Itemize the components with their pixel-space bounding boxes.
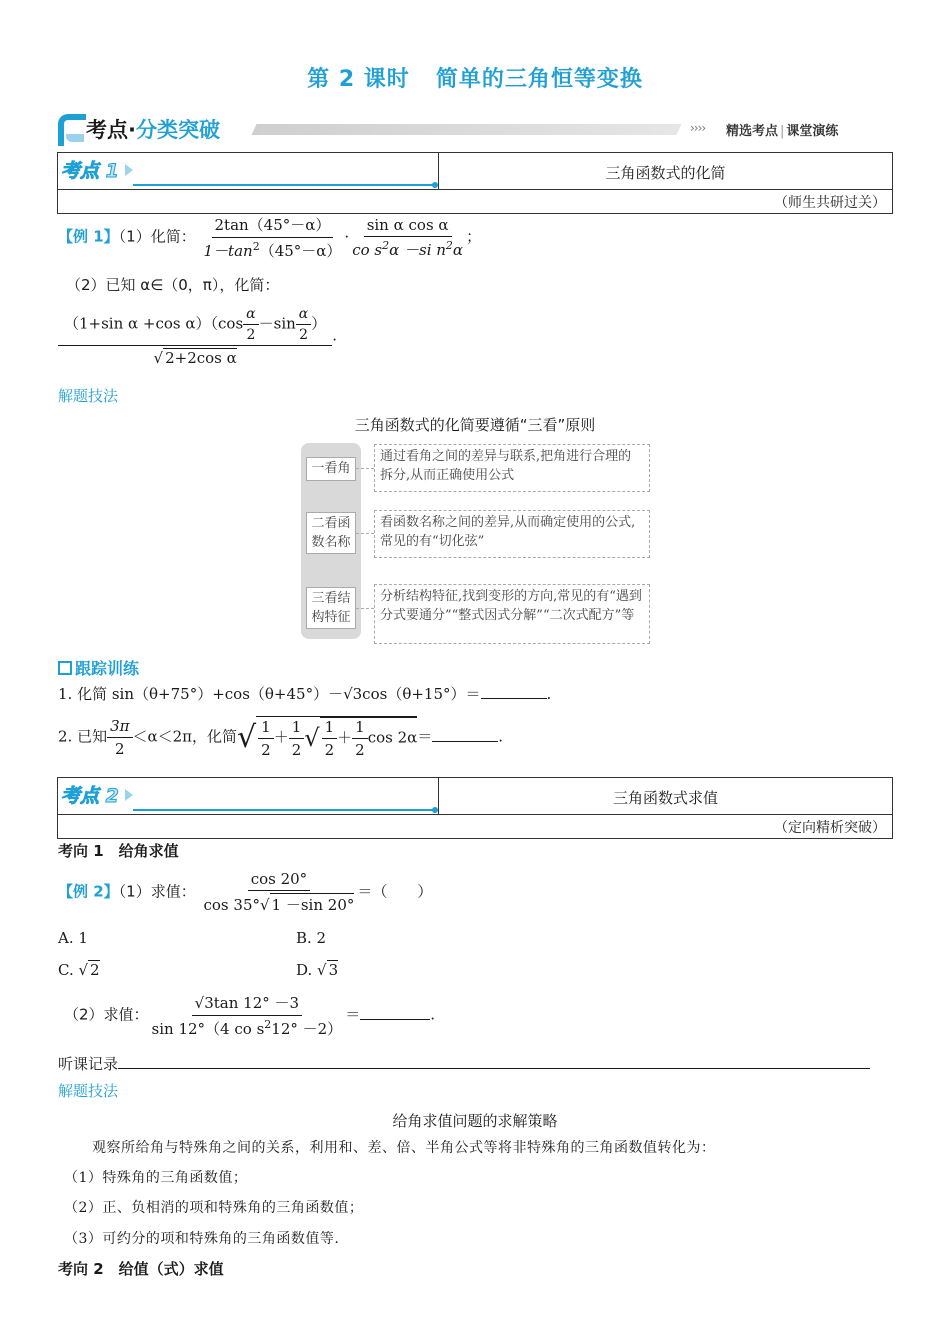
sqrt-icon: √ (78, 961, 89, 979)
banner-title: 考点·分类突破 (86, 118, 220, 142)
kaodian-2-subbar (57, 815, 893, 839)
ex2-fraction-2-denominator: sin 12°（4 co $s^212^\circ -2$） (151, 1018, 343, 1038)
answer-blank-2[interactable] (432, 741, 498, 742)
example-1-part-2: （2）已知 α∈（0，π），化简： (66, 276, 280, 294)
notes-line[interactable] (118, 1068, 870, 1069)
fraction-2-denominator: co $s^2\alpha -si$ $n^2\alpha$ (352, 238, 464, 259)
diagram-node-2-desc: 看函数名称之间的差异,从而确定使用的公式,常见的有“切化弦” (374, 510, 650, 558)
jieti-jifa-1: 解题技法 (58, 387, 119, 405)
diagram-node-2-label: 二看函数名称 (306, 512, 356, 554)
diagram-node-1-label: 一看角 (306, 457, 356, 481)
option-c[interactable]: C. √ 2 (58, 961, 100, 979)
kaodian-1-underline (133, 184, 435, 186)
jieti-jifa-2: 解题技法 (58, 1082, 119, 1100)
option-d[interactable]: D. √ 3 (296, 961, 339, 979)
example-1-fraction-1 (201, 214, 345, 261)
title-part2: 简单的三角恒等变换 (435, 67, 643, 92)
kaoxiang-2: 考向 2 给值（式）求值 (58, 1260, 224, 1278)
banner-arrows-icon: ›››› (690, 121, 706, 135)
kaodian-1-label: 考点 1 (61, 160, 119, 182)
inner-radicand: $\frac{1}{2}$ ＋ $\frac{1}{2}$ cos 2α (320, 717, 418, 759)
outer-radicand: $\frac{1}{2}$ ＋ $\frac{1}{2}$ √ $\frac{1}{2}$ ＋ $\frac{1}{2}$ cos 2α (256, 716, 417, 759)
option-b[interactable]: B. 2 (296, 929, 327, 947)
fraction-3-denominator: √ 2+2cos α (153, 349, 237, 367)
diagram-connector-3 (356, 608, 374, 609)
title-part1: 第 2 课时 (307, 67, 410, 92)
kaodian-1-subbar (57, 190, 893, 214)
fraction-1-numerator: 2tan（45°－α） (212, 214, 334, 238)
banner-tag: 精选考点 | 课堂演练 (726, 124, 839, 139)
fraction-3 (58, 306, 332, 367)
kaodian-1-sub: （师生共研过关） (774, 195, 886, 211)
kaodian-1-title: 三角函数式的化简 (605, 164, 726, 182)
example-2-part-2: （2）求值： $\frac{√3\tan 12^\circ -3}{\sin 12^\circ(4 co s^212^\circ -2)}$ ＝ . (64, 994, 435, 1038)
sqrt-icon: √ (317, 961, 327, 979)
page-title (0, 62, 950, 93)
example-2-fraction-2 (149, 992, 346, 1039)
example-2-prefix: （1）求值： (118, 882, 196, 901)
example-1-fraction-3 (58, 306, 337, 367)
example-1-part-1 (58, 214, 481, 261)
kaodian-2-title: 三角函数式求值 (612, 789, 718, 807)
kaodian-2-underline (133, 809, 435, 811)
checkbox-icon (58, 661, 72, 675)
sqrt-icon: √ (194, 994, 205, 1012)
multiply-dot: · (344, 227, 350, 246)
strategy-item-1: （1）特殊角的三角函数值； (64, 1170, 248, 1186)
sqrt-icon: √ (259, 896, 270, 914)
section-banner (58, 112, 893, 148)
diagram-node-3-desc: 分析结构特征,找到变形的方向,常见的有“遇到分式要通分”“整式因式分解”“二次式配方”等 (374, 584, 650, 644)
diagram-connector-1 (356, 468, 374, 469)
example-2-label: 【例 2】 (58, 882, 119, 901)
kaodian-2-arrow-icon (125, 789, 133, 801)
fraction-2-numerator: sin α cos α (364, 216, 452, 237)
kaodian-1-header (57, 152, 893, 190)
ex2-fraction-2-numerator: √3tan 12° －3 (192, 992, 302, 1016)
example-1-label: 【例 1】 (58, 227, 119, 246)
kaodian-2-sub: （定向精析突破） (774, 820, 886, 836)
ex2-fraction-denominator: cos 35°√ 1 －sin 20° (201, 891, 358, 915)
outer-sqrt-icon: √ (237, 720, 257, 755)
tingke-jilu: 听课记录 (58, 1053, 870, 1074)
option-a[interactable]: A. 1 (58, 929, 88, 947)
period: . (332, 326, 338, 345)
inner-sqrt-icon: √ (304, 724, 320, 752)
diagram-title: 三角函数式的化简要遵循“三看”原则 (354, 416, 596, 434)
kaoxiang-1: 考向 1 给角求值 (58, 842, 179, 860)
strategy-item-2: （2）正、负相消的项和特殊角的三角函数值； (64, 1200, 364, 1216)
example-1-prefix: （1）化简： (118, 227, 196, 246)
fraction-1-denominator: $1-\tan^2(45^\circ-\alpha)$ (203, 240, 342, 260)
diagram-connector-2 (356, 533, 374, 534)
diagram-node-1-desc: 通过看角之间的差异与联系,把角进行合理的拆分,从而正确使用公式 (374, 444, 650, 492)
answer-blank-1[interactable] (481, 698, 547, 699)
question-2: 2. 已知 $\frac{3\pi}{2}$ ＜α＜2π，化简√ $\frac{1}{2}$ ＋ $\frac{1}{2}$ √ $\frac{1}{2}$ ＋ $\frac{1}{2}$ cos 2α＝ . (58, 717, 504, 759)
fraction-3-numerator: （1+sin α +cos α）（cos $\frac{\alpha}{2}$ －sin $\frac{\alpha}{2}$ ） (58, 306, 332, 346)
sqrt-icon: √ (343, 685, 353, 703)
kaodian-1-arrow-icon (125, 164, 133, 176)
strategy-title: 给角求值问题的求解策略 (392, 1112, 558, 1130)
answer-blank-3[interactable] (360, 1019, 430, 1020)
strategy-item-3: （3）可约分的项和特殊角的三角函数值等. (64, 1231, 340, 1247)
kaodian-2-label: 考点 2 (61, 785, 119, 807)
genzong-heading: 跟踪训练 (58, 656, 139, 679)
sqrt-icon: √ (153, 349, 164, 367)
example-1-fraction-2 (349, 216, 466, 260)
example-2-part-1 (58, 870, 432, 915)
q2-bound-fraction: $\frac{3\pi}{2}$ (107, 717, 132, 758)
example-2-part-2-prefix: （2）求值： (64, 1005, 149, 1024)
question-1: 1. 化简 sin（θ+75°）+cos（θ+45°）－√3cos（θ+15°）＝ . (58, 685, 552, 703)
kaodian-2-header (57, 777, 893, 815)
choice-paren: ＝（ ） (357, 882, 433, 901)
banner-bar (251, 124, 681, 135)
strategy-intro: 观察所给角与特殊角之间的关系，利用和、差、倍、半角公式等将非特殊角的三角函数值转化为： (92, 1140, 716, 1156)
ex2-fraction-numerator: cos 20° (248, 870, 310, 891)
semicolon: ； (466, 227, 482, 246)
diagram-node-3-label: 三看结构特征 (306, 587, 356, 629)
example-2-fraction (201, 870, 358, 915)
banner-hook-accent (66, 134, 84, 142)
